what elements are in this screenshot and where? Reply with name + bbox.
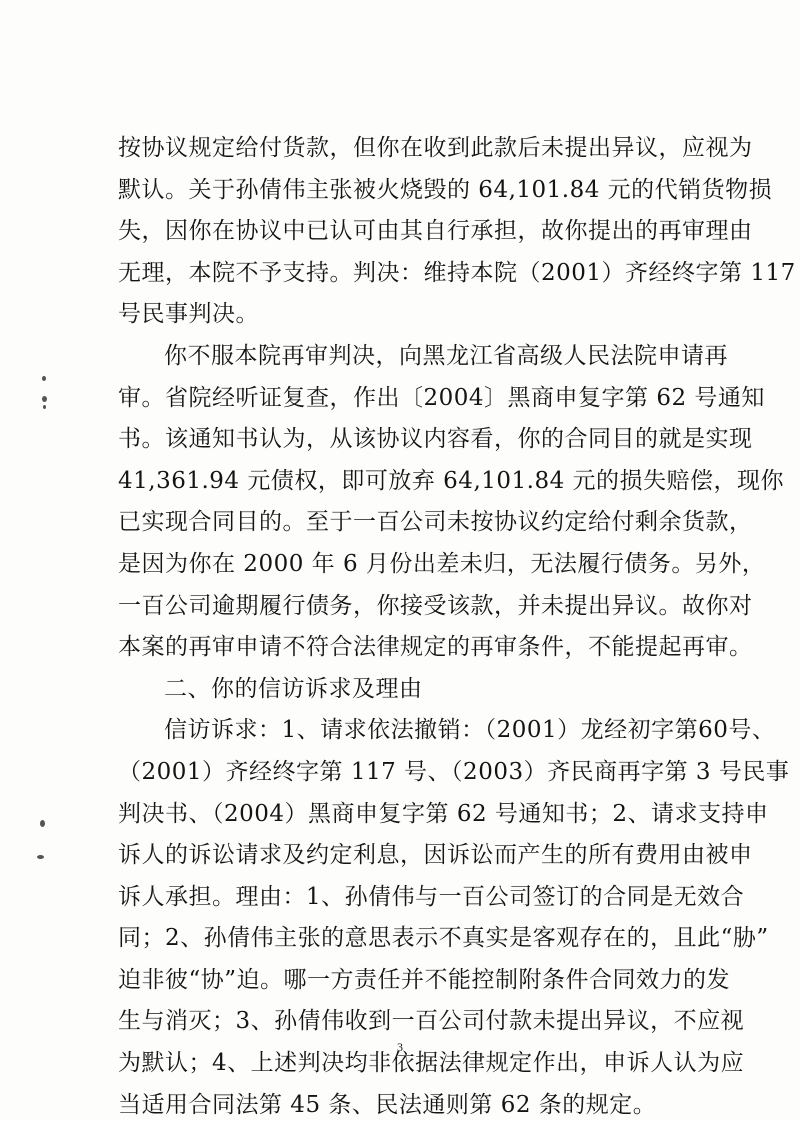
body-line-20: 同；2、孙倩伟主张的意思表示不真实是客观存在的，且此“胁” bbox=[118, 925, 769, 952]
body-line-1: 按协议规定给付货款，但你在收到此款后未提出异议，应视为 bbox=[118, 135, 753, 161]
body-line-19: 诉人承担。理由：1、孙倩伟与一百公司签订的合同是无效合 bbox=[118, 883, 745, 910]
body-line-2: 默认。关于孙倩伟主张被火烧毁的 64,101.84 元的代销货物损 bbox=[118, 176, 773, 203]
scan-speck-4 bbox=[40, 820, 45, 827]
body-line-9: 41,361.94 元债权，即可放弃 64,101.84 元的损失赔偿，现你 bbox=[118, 467, 785, 494]
body-line-15: 信访诉求：1、请求依法撤销：（2001）龙经初字第60号、 bbox=[164, 717, 776, 744]
body-line-18: 诉人的诉讼请求及约定利息，因诉讼而产生的所有费用由被申 bbox=[118, 842, 753, 869]
body-line-17: 判决书、（2004）黑商申复字第 62 号通知书；2、请求支持申 bbox=[118, 800, 769, 827]
body-line-23: 为默认；4、上述判决均非依据法律规定作出，申诉人认为应 bbox=[118, 1050, 745, 1077]
body-line-16: （2001）齐经终字第 117 号、（2003）齐民商再字第 3 号民事 bbox=[118, 758, 790, 785]
page-number: 3 bbox=[397, 1040, 403, 1054]
body-line-10: 已实现合同目的。至于一百公司未按协议约定给付剩余货款， bbox=[118, 509, 753, 536]
body-line-7: 审。省院经听证复查，作出〔2004〕黑商申复字第 62 号通知 bbox=[118, 384, 765, 411]
section-heading: 二、你的信访诉求及理由 bbox=[164, 675, 423, 702]
body-line-24: 当适用合同法第 45 条、民法通则第 62 条的规定。 bbox=[118, 1091, 657, 1118]
body-line-12: 一百公司逾期履行债务，你接受该款，并未提出异议。故你对 bbox=[118, 592, 753, 619]
body-line-8: 书。该通知书认为，从该协议内容看，你的合同目的就是实现 bbox=[118, 426, 753, 453]
body-line-3: 失，因你在协议中已认可由其自行承担，故你提出的再审理由 bbox=[118, 218, 753, 245]
body-line-13: 本案的再审申请不符合法律规定的再审条件，不能提起再审。 bbox=[118, 634, 753, 661]
body-line-6: 你不服本院再审判决，向黑龙江省高级人民法院申请再 bbox=[164, 342, 728, 369]
scan-speck-1 bbox=[42, 376, 46, 381]
scan-speck-2 bbox=[42, 396, 47, 402]
scan-speck-3 bbox=[43, 405, 46, 409]
body-line-5: 号民事判决。 bbox=[118, 301, 259, 328]
body-line-21: 迫非彼“协”迫。哪一方责任并不能控制附条件合同效力的发 bbox=[118, 966, 731, 993]
scan-speck-5 bbox=[37, 855, 44, 859]
body-text bbox=[118, 128, 796, 1126]
body-line-4: 无理，本院不予支持。判决：维持本院（2001）齐经终字第 117 bbox=[118, 259, 796, 286]
body-line-22: 生与消灭；3、孙倩伟收到一百公司付款未提出异议，不应视 bbox=[118, 1008, 745, 1035]
body-line-11: 是因为你在 2000 年 6 月份出差未归，无法履行债务。另外， bbox=[118, 550, 766, 577]
